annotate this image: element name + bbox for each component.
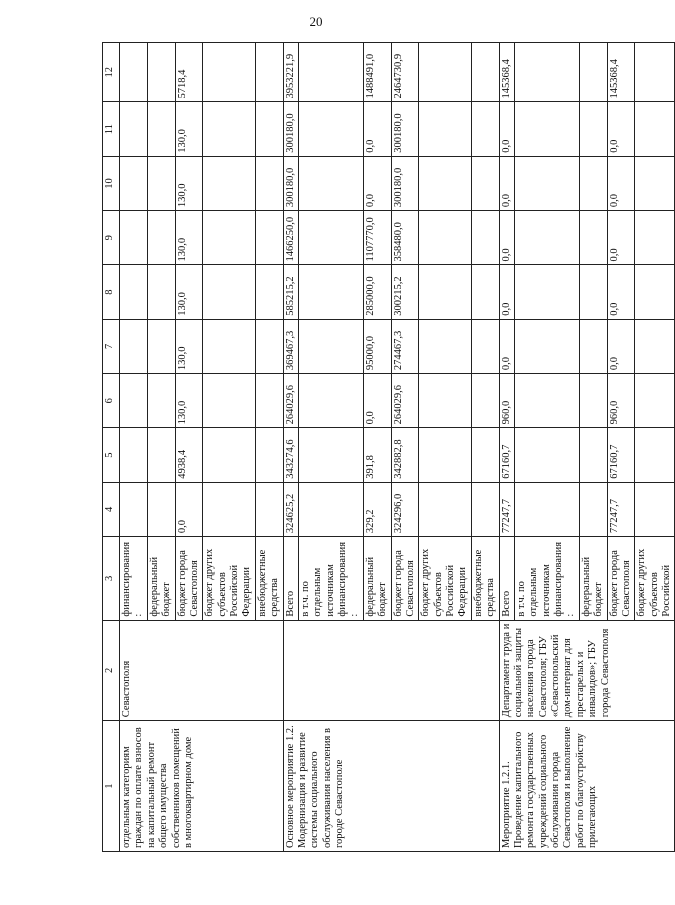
amount-cell [514, 428, 579, 482]
amount-cell: 77247,7 [499, 482, 514, 536]
amount-cell [579, 374, 607, 428]
amount-cell: 0,0 [363, 102, 391, 156]
amount-cell: 960,0 [499, 374, 514, 428]
amount-cell [635, 156, 675, 210]
amount-cell [514, 265, 579, 319]
amount-cell [471, 43, 499, 102]
amount-cell: 3953221,9 [283, 43, 298, 102]
amount-cell: 324296,0 [391, 482, 419, 536]
amount-cell: 300180,0 [283, 156, 298, 210]
amount-cell: 0,0 [175, 482, 203, 536]
header-cell: 7 [103, 319, 120, 373]
table-row [499, 43, 514, 852]
amount-cell [147, 319, 175, 373]
header-cell: 11 [103, 102, 120, 156]
amount-cell: 0,0 [499, 319, 514, 373]
amount-cell [120, 211, 148, 265]
funding-source-cell: бюджет других субъектов Российской Федерации [419, 537, 472, 621]
amount-cell: 4938,4 [175, 428, 203, 482]
amount-cell: 145368,4 [499, 43, 514, 102]
funding-source-cell: бюджет города Севастополя [391, 537, 419, 621]
funding-source-cell: бюджет города Севастополя [607, 537, 635, 621]
amount-cell [120, 265, 148, 319]
amount-cell [419, 156, 472, 210]
amount-cell: 130,0 [175, 319, 203, 373]
amount-cell: 67160,7 [499, 428, 514, 482]
amount-cell [298, 102, 363, 156]
header-cell: 8 [103, 265, 120, 319]
amount-cell [514, 211, 579, 265]
amount-cell: 960,0 [607, 374, 635, 428]
amount-cell: 264029,6 [283, 374, 298, 428]
amount-cell: 145368,4 [607, 43, 635, 102]
amount-cell: 274467,3 [391, 319, 419, 373]
amount-cell: 0,0 [607, 211, 635, 265]
amount-cell: 0,0 [363, 374, 391, 428]
funding-source-cell: бюджет других субъектов Российской [635, 537, 675, 621]
amount-cell [298, 319, 363, 373]
amount-cell [419, 428, 472, 482]
funding-source-cell: внебюджетные средства [255, 537, 283, 621]
amount-cell: 300180,0 [391, 156, 419, 210]
amount-cell [471, 374, 499, 428]
funding-source-cell: в т.ч. по отдельным источникам финансирования: [514, 537, 579, 621]
activity-name-cell: Мероприятие 1.2.1. Проведение капитального ремонта государственных учреждений социального обслуживания города Севастополя и выполнение работ по благоустройству прилегающих [499, 721, 675, 852]
page-number: 20 [309, 14, 323, 29]
amount-cell [298, 374, 363, 428]
amount-cell [514, 319, 579, 373]
amount-cell: 585215,2 [283, 265, 298, 319]
amount-cell [120, 102, 148, 156]
amount-cell [635, 43, 675, 102]
executor-cell: Севастополя [120, 620, 284, 721]
amount-cell [203, 43, 256, 102]
amount-cell: 0,0 [499, 102, 514, 156]
header-cell: 3 [103, 537, 120, 621]
amount-cell: 1488491,0 [363, 43, 391, 102]
amount-cell [255, 482, 283, 536]
header-cell: 4 [103, 482, 120, 536]
table-row [283, 43, 298, 852]
funding-source-cell: бюджет других субъектов Российской Федерации [203, 537, 256, 621]
amount-cell [120, 319, 148, 373]
amount-cell [147, 211, 175, 265]
funding-source-cell: федеральный бюджет [579, 537, 607, 621]
amount-cell [635, 102, 675, 156]
amount-cell: 130,0 [175, 265, 203, 319]
amount-cell [419, 319, 472, 373]
amount-cell [471, 265, 499, 319]
header-cell: 10 [103, 156, 120, 210]
amount-cell [635, 482, 675, 536]
rotated-table-wrapper [102, 42, 672, 852]
amount-cell [471, 211, 499, 265]
amount-cell [120, 374, 148, 428]
funding-source-cell: внебюджетные средства [471, 537, 499, 621]
table-header-row [103, 43, 120, 852]
amount-cell: 67160,7 [607, 428, 635, 482]
amount-cell [147, 428, 175, 482]
table-body [103, 43, 675, 852]
amount-cell: 0,0 [607, 265, 635, 319]
amount-cell [579, 482, 607, 536]
amount-cell: 285000,0 [363, 265, 391, 319]
amount-cell: 369467,3 [283, 319, 298, 373]
amount-cell [203, 156, 256, 210]
amount-cell [298, 43, 363, 102]
amount-cell: 300215,2 [391, 265, 419, 319]
amount-cell [120, 428, 148, 482]
amount-cell [255, 319, 283, 373]
amount-cell: 0,0 [499, 265, 514, 319]
amount-cell: 324625,2 [283, 482, 298, 536]
funding-source-cell: в т.ч. по отдельным источникам финансирования: [298, 537, 363, 621]
amount-cell [635, 211, 675, 265]
amount-cell [203, 428, 256, 482]
amount-cell [579, 156, 607, 210]
amount-cell: 0,0 [607, 156, 635, 210]
amount-cell [419, 102, 472, 156]
amount-cell [298, 156, 363, 210]
amount-cell [298, 428, 363, 482]
amount-cell: 358480,0 [391, 211, 419, 265]
amount-cell [579, 265, 607, 319]
amount-cell [147, 265, 175, 319]
table-row [120, 43, 148, 852]
amount-cell [298, 265, 363, 319]
budget-table [102, 42, 675, 852]
funding-source-cell: федеральный бюджет [147, 537, 175, 621]
amount-cell: 1107770,0 [363, 211, 391, 265]
header-cell: 1 [103, 721, 120, 852]
amount-cell: 343274,6 [283, 428, 298, 482]
amount-cell [147, 156, 175, 210]
amount-cell [255, 102, 283, 156]
amount-cell [203, 265, 256, 319]
amount-cell [471, 319, 499, 373]
amount-cell [419, 211, 472, 265]
amount-cell: 0,0 [499, 156, 514, 210]
amount-cell [514, 156, 579, 210]
amount-cell [635, 374, 675, 428]
amount-cell: 342882,8 [391, 428, 419, 482]
amount-cell [203, 102, 256, 156]
activity-name-cell: отдельным категориям граждан по оплате взносов на капитальный ремонт общего имущества собственников помещений в многоквартирном доме [120, 721, 284, 852]
amount-cell [471, 482, 499, 536]
amount-cell [255, 211, 283, 265]
amount-cell [203, 374, 256, 428]
funding-source-cell: финансирования: [120, 537, 148, 621]
amount-cell: 329,2 [363, 482, 391, 536]
amount-cell: 5718,4 [175, 43, 203, 102]
amount-cell [203, 319, 256, 373]
amount-cell [514, 374, 579, 428]
amount-cell [471, 156, 499, 210]
amount-cell [419, 482, 472, 536]
amount-cell [579, 102, 607, 156]
amount-cell [255, 43, 283, 102]
amount-cell [635, 319, 675, 373]
amount-cell [203, 482, 256, 536]
header-cell: 12 [103, 43, 120, 102]
amount-cell: 130,0 [175, 156, 203, 210]
amount-cell [514, 482, 579, 536]
amount-cell: 264029,6 [391, 374, 419, 428]
amount-cell: 130,0 [175, 211, 203, 265]
funding-source-cell: Всего [283, 537, 298, 621]
header-cell: 9 [103, 211, 120, 265]
amount-cell: 2464730,9 [391, 43, 419, 102]
executor-cell [283, 620, 499, 721]
header-cell: 6 [103, 374, 120, 428]
funding-source-cell: федеральный бюджет [363, 537, 391, 621]
amount-cell: 130,0 [175, 102, 203, 156]
amount-cell [147, 482, 175, 536]
amount-cell [514, 43, 579, 102]
amount-cell [579, 211, 607, 265]
amount-cell [579, 428, 607, 482]
amount-cell [419, 374, 472, 428]
amount-cell: 130,0 [175, 374, 203, 428]
amount-cell [120, 156, 148, 210]
amount-cell [120, 482, 148, 536]
amount-cell [514, 102, 579, 156]
amount-cell [147, 374, 175, 428]
amount-cell: 77247,7 [607, 482, 635, 536]
amount-cell: 1466250,0 [283, 211, 298, 265]
funding-source-cell: Всего [499, 537, 514, 621]
amount-cell [203, 211, 256, 265]
header-cell: 5 [103, 428, 120, 482]
amount-cell [471, 428, 499, 482]
amount-cell: 0,0 [499, 211, 514, 265]
amount-cell [579, 319, 607, 373]
amount-cell [471, 102, 499, 156]
amount-cell [298, 211, 363, 265]
amount-cell: 300180,0 [283, 102, 298, 156]
amount-cell [147, 102, 175, 156]
amount-cell [255, 265, 283, 319]
amount-cell: 0,0 [607, 319, 635, 373]
funding-source-cell: бюджет города Севастополя [175, 537, 203, 621]
amount-cell [298, 482, 363, 536]
amount-cell: 300180,0 [391, 102, 419, 156]
amount-cell [419, 43, 472, 102]
amount-cell [635, 428, 675, 482]
amount-cell: 95000,0 [363, 319, 391, 373]
activity-name-cell: Основное мероприятие 1.2. Модернизация и развитие системы социального обслуживания населения в городе Севастополе [283, 721, 499, 852]
amount-cell [419, 265, 472, 319]
header-cell: 2 [103, 620, 120, 721]
amount-cell [255, 374, 283, 428]
amount-cell [147, 43, 175, 102]
amount-cell: 391,8 [363, 428, 391, 482]
amount-cell [635, 265, 675, 319]
amount-cell [255, 156, 283, 210]
amount-cell [579, 43, 607, 102]
amount-cell [255, 428, 283, 482]
amount-cell: 0,0 [607, 102, 635, 156]
executor-cell: Департамент труда и социальной защиты населения города Севастополя; ГБУ «Севастопольский дом-интернат для престарелых и инвалидов»; ГБУ города Севастополя [499, 620, 675, 721]
amount-cell [120, 43, 148, 102]
amount-cell: 0,0 [363, 156, 391, 210]
